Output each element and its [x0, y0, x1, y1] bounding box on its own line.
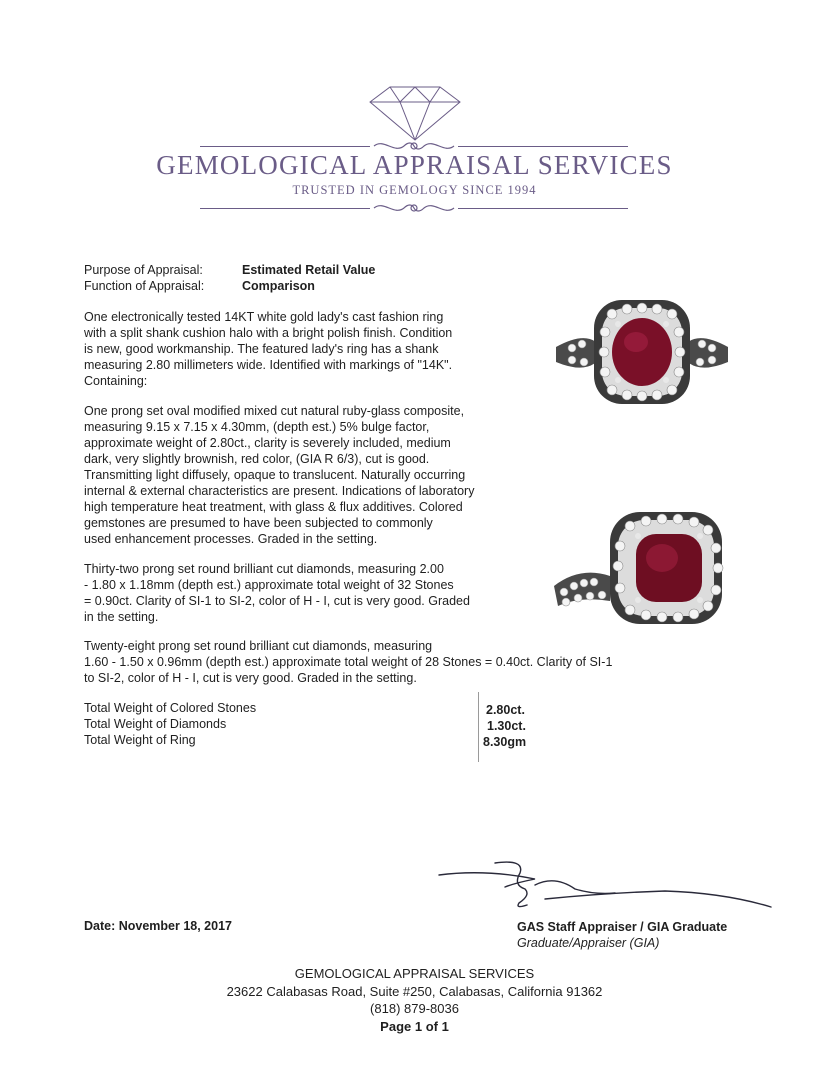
appraiser-subtitle: Graduate/Appraiser (GIA) [517, 936, 660, 950]
diamonds-28-description: Twenty-eight prong set round brilliant cut diamonds, measuring 1.60 - 1.50 x 0.96mm (depth est.) approximate total weight of 28 Stones = 0.40ct. Clarity of SI-1 to SI-2, color of H - I, cut is very good. Graded in the setting. [84, 639, 613, 685]
ring-description: One electronically tested 14KT white gold lady's cast fashion ring with a split shank cushion halo with a bright polish finish. Condition is new, good workmanship. The featured lady's ring has a shank measuring 2.80 millimeters wide. Identified with markings of "14K". Containing: [84, 310, 453, 388]
weight-label-diamonds: Total Weight of Diamonds [84, 717, 227, 731]
diamonds-32-description: Thirty-two prong set round brilliant cut diamonds, measuring 2.00 - 1.80 x 1.18mm (depth est.) approximate total weight of 32 Stones = 0.90ct. Clarity of SI-1 to SI-2, color of H - I, cut is very good. Graded in the setting. [84, 562, 470, 624]
purpose-value: Estimated Retail Value [242, 263, 376, 277]
footer-phone: (818) 879-8036 [370, 1001, 459, 1016]
company-name: GEMOLOGICAL APPRAISAL SERVICES [156, 150, 673, 180]
purpose-row [84, 262, 375, 278]
page-number: Page 1 of 1 [380, 1019, 449, 1034]
weights-divider [478, 692, 479, 762]
function-row [84, 278, 315, 294]
company-tagline: TRUSTED IN GEMOLOGY SINCE 1994 [292, 183, 537, 197]
header-top-rule-right [458, 146, 628, 147]
header-top-rule [200, 146, 370, 147]
weights-values [483, 702, 526, 750]
weight-value-diamonds: 1.30ct. [487, 719, 526, 733]
ring-angled-view-image [550, 506, 730, 636]
ornament-icon [372, 199, 456, 217]
weight-label-colored-stones: Total Weight of Colored Stones [84, 701, 257, 715]
diamond-icon [360, 82, 470, 144]
footer-company: GEMOLOGICAL APPRAISAL SERVICES [294, 966, 535, 981]
weights-labels [84, 700, 256, 748]
header-bottom-rule-right [458, 208, 628, 209]
function-value: Comparison [242, 279, 315, 293]
header-bottom-rule [200, 208, 370, 209]
weight-value-colored-stones: 2.80ct. [486, 703, 525, 717]
ring-top-view-image [552, 292, 732, 412]
function-label: Function of Appraisal: [84, 279, 205, 293]
weight-value-ring: 8.30gm [483, 735, 527, 749]
ruby-description: One prong set oval modified mixed cut natural ruby-glass composite, measuring 9.15 x 7.15 x 4.30mm, (depth est.) 5% bulge factor, approximate weight of 2.80ct., clarity is severely included, medium dark, very slightly brownish, red color, (GIA R 6/3), cut is good. Transmitting light diffusely, opaque to translucent. Naturally occurring internal & external characteristics are present. Indications of laboratory high temperature heat treatment, with glass & flux additives. Colored gemstones are presumed to have been subjected to commonly used enhancement processes. Graded in the setting. [84, 404, 475, 546]
appraiser-signature [435, 855, 775, 915]
purpose-label: Purpose of Appraisal: [84, 263, 203, 277]
appraiser-title: GAS Staff Appraiser / GIA Graduate [517, 920, 728, 934]
appraisal-date: Date: November 18, 2017 [84, 919, 232, 933]
footer-address: 23622 Calabasas Road, Suite #250, Calabasas, California 91362 [226, 984, 603, 999]
weight-label-ring: Total Weight of Ring [84, 733, 196, 747]
